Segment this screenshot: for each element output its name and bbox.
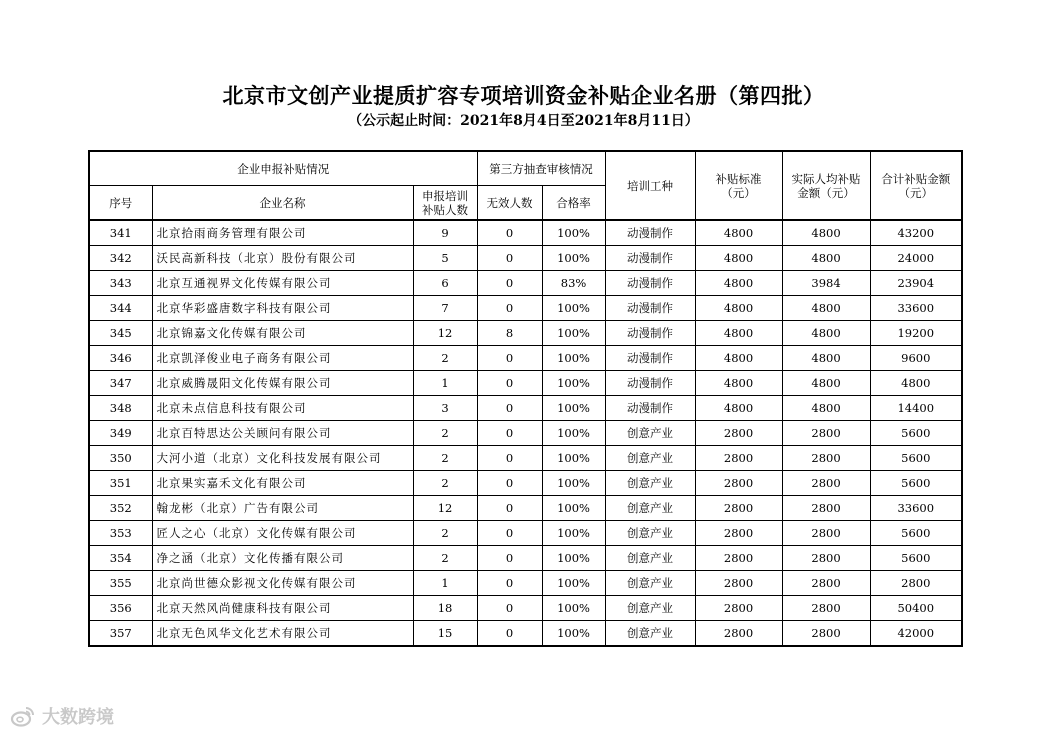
table-row [89,396,962,421]
cell-training-type: 创意产业 [605,421,695,446]
table-row [89,271,962,296]
cell-pass-rate: 100% [542,396,605,421]
cell-seq: 356 [89,596,152,621]
cell-subsidy-standard: 4800 [695,371,782,396]
cell-total-amount: 14400 [870,396,962,421]
cell-training-type: 创意产业 [605,571,695,596]
cell-actual-per-capita: 2800 [782,421,870,446]
cell-applied-count: 2 [413,421,477,446]
cell-company-name: 北京威腾晟阳文化传媒有限公司 [152,371,413,396]
table-row [89,621,962,647]
cell-pass-rate: 100% [542,546,605,571]
cell-actual-per-capita: 2800 [782,596,870,621]
cell-total-amount: 19200 [870,321,962,346]
cell-total-amount: 43200 [870,220,962,246]
cell-pass-rate: 100% [542,246,605,271]
cell-pass-rate: 100% [542,321,605,346]
cell-total-amount: 4800 [870,371,962,396]
cell-company-name: 翰龙彬（北京）广告有限公司 [152,496,413,521]
cell-company-name: 北京互通视界文化传媒有限公司 [152,271,413,296]
cell-seq: 348 [89,396,152,421]
cell-company-name: 北京无色风华文化艺术有限公司 [152,621,413,647]
cell-actual-per-capita: 4800 [782,371,870,396]
cell-seq: 349 [89,421,152,446]
cell-company-name: 北京未点信息科技有限公司 [152,396,413,421]
header-actual-per-capita: 实际人均补贴金额（元） [782,151,870,220]
cell-invalid-count: 0 [477,421,542,446]
cell-seq: 355 [89,571,152,596]
cell-applied-count: 2 [413,346,477,371]
table-row [89,496,962,521]
cell-pass-rate: 100% [542,471,605,496]
cell-applied-count: 5 [413,246,477,271]
cell-training-type: 创意产业 [605,621,695,647]
cell-seq: 350 [89,446,152,471]
cell-applied-count: 12 [413,321,477,346]
cell-pass-rate: 100% [542,621,605,647]
cell-company-name: 北京凯泽俊业电子商务有限公司 [152,346,413,371]
cell-pass-rate: 100% [542,346,605,371]
cell-seq: 342 [89,246,152,271]
cell-actual-per-capita: 2800 [782,546,870,571]
header-training-type: 培训工种 [605,151,695,220]
cell-seq: 357 [89,621,152,647]
cell-seq: 341 [89,220,152,246]
header-pass-rate: 合格率 [542,186,605,221]
header-third-party-group: 第三方抽查审核情况 [477,151,605,186]
cell-applied-count: 12 [413,496,477,521]
cell-company-name: 沃民高新科技（北京）股份有限公司 [152,246,413,271]
cell-total-amount: 5600 [870,446,962,471]
cell-applied-count: 1 [413,371,477,396]
cell-seq: 351 [89,471,152,496]
cell-actual-per-capita: 4800 [782,246,870,271]
header-invalid-count: 无效人数 [477,186,542,221]
cell-actual-per-capita: 4800 [782,396,870,421]
table-row [89,346,962,371]
cell-actual-per-capita: 4800 [782,346,870,371]
cell-company-name: 北京锦嘉文化传媒有限公司 [152,321,413,346]
cell-company-name: 匠人之心（北京）文化传媒有限公司 [152,521,413,546]
cell-actual-per-capita: 4800 [782,321,870,346]
header-subsidy-standard: 补贴标准（元） [695,151,782,220]
table-row [89,321,962,346]
table-row [89,471,962,496]
cell-training-type: 动漫制作 [605,220,695,246]
cell-pass-rate: 100% [542,496,605,521]
cell-subsidy-standard: 2800 [695,446,782,471]
cell-invalid-count: 0 [477,571,542,596]
cell-subsidy-standard: 4800 [695,246,782,271]
cell-applied-count: 2 [413,471,477,496]
cell-actual-per-capita: 4800 [782,296,870,321]
cell-applied-count: 1 [413,571,477,596]
table-row [89,296,962,321]
cell-company-name: 净之涵（北京）文化传播有限公司 [152,546,413,571]
cell-seq: 344 [89,296,152,321]
cell-total-amount: 24000 [870,246,962,271]
cell-subsidy-standard: 4800 [695,321,782,346]
cell-training-type: 创意产业 [605,496,695,521]
table-row [89,546,962,571]
cell-training-type: 创意产业 [605,596,695,621]
cell-actual-per-capita: 2800 [782,496,870,521]
cell-subsidy-standard: 4800 [695,396,782,421]
cell-subsidy-standard: 2800 [695,596,782,621]
weibo-icon [10,705,36,727]
cell-total-amount: 33600 [870,296,962,321]
watermark-text: 大数跨境 [42,707,114,728]
cell-invalid-count: 0 [477,521,542,546]
document-subtitle: （公示起止时间：2021年8月4日至2021年8月11日） [348,113,699,129]
cell-applied-count: 2 [413,521,477,546]
cell-total-amount: 5600 [870,471,962,496]
cell-applied-count: 18 [413,596,477,621]
cell-subsidy-standard: 2800 [695,621,782,647]
cell-pass-rate: 100% [542,371,605,396]
cell-pass-rate: 100% [542,571,605,596]
cell-training-type: 创意产业 [605,521,695,546]
cell-applied-count: 6 [413,271,477,296]
cell-company-name: 大河小道（北京）文化科技发展有限公司 [152,446,413,471]
cell-pass-rate: 100% [542,596,605,621]
cell-company-name: 北京百特思达公关顾问有限公司 [152,421,413,446]
cell-company-name: 北京果实嘉禾文化有限公司 [152,471,413,496]
cell-training-type: 创意产业 [605,546,695,571]
header-enterprise-group: 企业申报补贴情况 [89,151,477,186]
cell-invalid-count: 0 [477,621,542,647]
cell-total-amount: 33600 [870,496,962,521]
cell-seq: 347 [89,371,152,396]
cell-actual-per-capita: 2800 [782,621,870,647]
cell-total-amount: 2800 [870,571,962,596]
header-name: 企业名称 [152,186,413,221]
cell-actual-per-capita: 2800 [782,471,870,496]
table-row [89,220,962,246]
cell-invalid-count: 0 [477,220,542,246]
table-row [89,596,962,621]
cell-training-type: 动漫制作 [605,296,695,321]
cell-seq: 345 [89,321,152,346]
table-row [89,246,962,271]
cell-seq: 346 [89,346,152,371]
cell-subsidy-standard: 2800 [695,521,782,546]
cell-pass-rate: 100% [542,296,605,321]
cell-subsidy-standard: 2800 [695,496,782,521]
cell-training-type: 动漫制作 [605,321,695,346]
cell-actual-per-capita: 2800 [782,446,870,471]
cell-invalid-count: 0 [477,596,542,621]
cell-company-name: 北京尚世德众影视文化传媒有限公司 [152,571,413,596]
cell-subsidy-standard: 2800 [695,471,782,496]
cell-seq: 354 [89,546,152,571]
cell-seq: 343 [89,271,152,296]
cell-total-amount: 23904 [870,271,962,296]
cell-seq: 353 [89,521,152,546]
cell-invalid-count: 0 [477,396,542,421]
cell-total-amount: 5600 [870,546,962,571]
cell-subsidy-standard: 4800 [695,296,782,321]
cell-total-amount: 50400 [870,596,962,621]
document-title: 北京市文创产业提质扩容专项培训资金补贴企业名册（第四批） [222,83,825,108]
cell-pass-rate: 100% [542,521,605,546]
header-applied-count: 申报培训补贴人数 [413,186,477,221]
cell-total-amount: 5600 [870,521,962,546]
cell-applied-count: 7 [413,296,477,321]
cell-company-name: 北京拾雨商务管理有限公司 [152,220,413,246]
table-row [89,371,962,396]
cell-invalid-count: 0 [477,296,542,321]
cell-applied-count: 2 [413,546,477,571]
cell-training-type: 创意产业 [605,446,695,471]
cell-training-type: 动漫制作 [605,396,695,421]
cell-actual-per-capita: 4800 [782,220,870,246]
cell-applied-count: 2 [413,446,477,471]
cell-subsidy-standard: 2800 [695,421,782,446]
cell-seq: 352 [89,496,152,521]
cell-invalid-count: 0 [477,371,542,396]
cell-training-type: 创意产业 [605,471,695,496]
cell-pass-rate: 100% [542,421,605,446]
cell-training-type: 动漫制作 [605,271,695,296]
cell-pass-rate: 100% [542,220,605,246]
header-total-amount: 合计补贴金额（元） [870,151,962,220]
cell-subsidy-standard: 4800 [695,220,782,246]
cell-actual-per-capita: 2800 [782,521,870,546]
table-row [89,446,962,471]
cell-invalid-count: 0 [477,446,542,471]
cell-subsidy-standard: 2800 [695,571,782,596]
cell-invalid-count: 0 [477,471,542,496]
header-seq: 序号 [89,186,152,221]
cell-invalid-count: 8 [477,321,542,346]
cell-invalid-count: 0 [477,496,542,521]
table-row [89,571,962,596]
cell-company-name: 北京华彩盛唐数字科技有限公司 [152,296,413,321]
cell-applied-count: 9 [413,220,477,246]
cell-applied-count: 3 [413,396,477,421]
cell-company-name: 北京天然风尚健康科技有限公司 [152,596,413,621]
cell-pass-rate: 100% [542,446,605,471]
cell-applied-count: 15 [413,621,477,647]
cell-actual-per-capita: 3984 [782,271,870,296]
cell-subsidy-standard: 2800 [695,546,782,571]
cell-total-amount: 42000 [870,621,962,647]
cell-invalid-count: 0 [477,246,542,271]
watermark [10,703,114,729]
cell-subsidy-standard: 4800 [695,271,782,296]
table-row [89,521,962,546]
cell-subsidy-standard: 4800 [695,346,782,371]
cell-invalid-count: 0 [477,346,542,371]
subsidy-table [88,150,963,647]
cell-total-amount: 9600 [870,346,962,371]
cell-actual-per-capita: 2800 [782,571,870,596]
cell-pass-rate: 83% [542,271,605,296]
cell-invalid-count: 0 [477,271,542,296]
table-row [89,421,962,446]
cell-training-type: 动漫制作 [605,246,695,271]
cell-invalid-count: 0 [477,546,542,571]
cell-training-type: 动漫制作 [605,346,695,371]
cell-training-type: 动漫制作 [605,371,695,396]
cell-total-amount: 5600 [870,421,962,446]
